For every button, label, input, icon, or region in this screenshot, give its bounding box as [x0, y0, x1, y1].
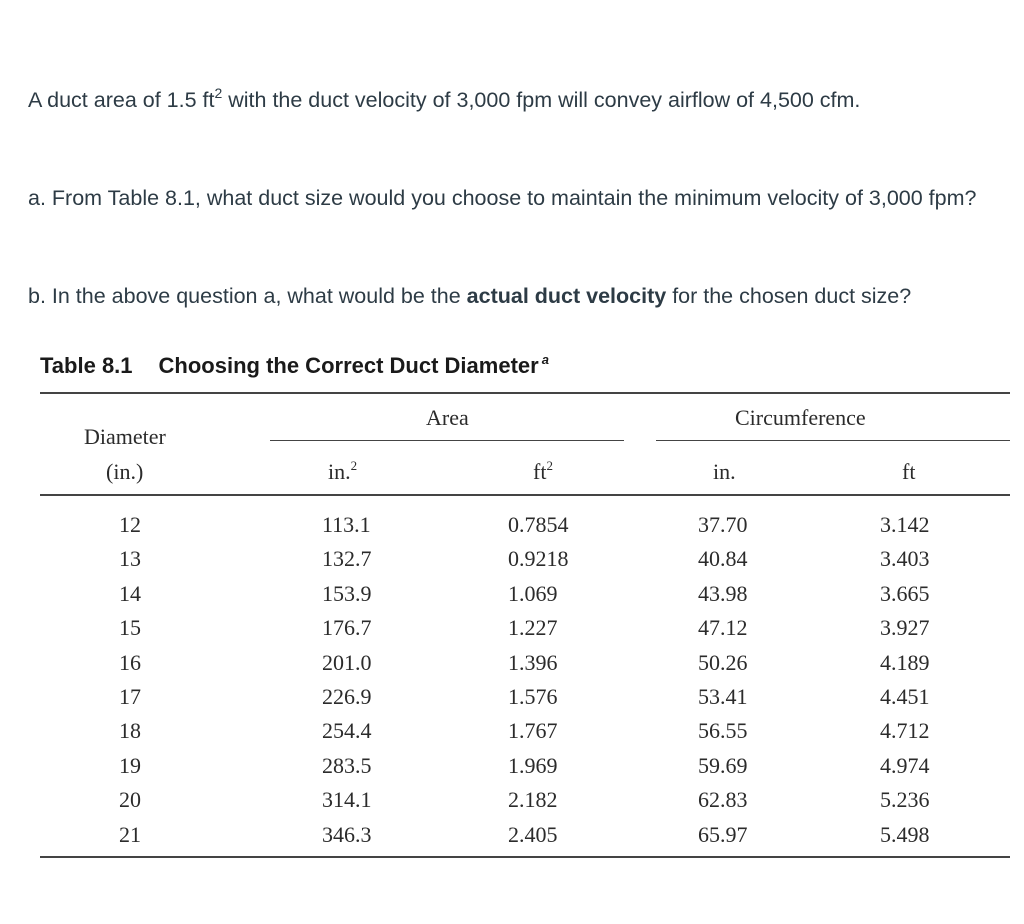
header-area-in2: [328, 458, 357, 486]
table-top-rule: [40, 392, 1010, 394]
table-cell: 56.55: [698, 718, 748, 744]
column-circ-ft: [880, 508, 930, 852]
table-cell: 346.3: [322, 821, 372, 847]
table-cell: 3.927: [880, 615, 930, 641]
header-circ-ft: ft: [902, 459, 916, 484]
table-cell: 18: [119, 718, 141, 744]
header-circ-in: in.: [713, 459, 736, 484]
table-cell: 1.396: [508, 649, 558, 675]
table-cell: 62.83: [698, 787, 748, 813]
table-footnote-mark: a: [541, 352, 549, 367]
table-cell: 3.403: [880, 546, 930, 572]
table-cell: 4.974: [880, 752, 930, 778]
table-cell: 5.236: [880, 787, 930, 813]
column-area-ft2: [508, 508, 569, 852]
table-cell: 19: [119, 752, 141, 778]
table-cell: 283.5: [322, 752, 372, 778]
table-cell: 3.142: [880, 512, 930, 537]
table-cell: 176.7: [322, 615, 372, 641]
question-part-a: a. From Table 8.1, what duct size would you choose to maintain the minimum velocity of 3,000 fpm?: [28, 185, 977, 210]
header-area-in2-base: in.: [328, 459, 351, 484]
table-cell: 5.498: [880, 821, 930, 847]
table-cell: 65.97: [698, 821, 748, 847]
table-cell: 201.0: [322, 649, 372, 675]
table-cell: 20: [119, 787, 141, 813]
table-cell: 3.665: [880, 580, 930, 606]
table-cell: 226.9: [322, 683, 372, 709]
intro-text-before: A duct area of 1.5 ft: [28, 87, 215, 112]
table-caption: [40, 353, 549, 379]
table-cell: 53.41: [698, 683, 748, 709]
table-cell: 47.12: [698, 615, 748, 641]
table-cell: 13: [119, 546, 141, 572]
table-title: Choosing the Correct Duct Diameter: [158, 353, 539, 378]
table-cell: 153.9: [322, 580, 372, 606]
part-b-bold-text: actual duct velocity: [466, 283, 667, 308]
table-cell: 0.9218: [508, 546, 569, 572]
table-bottom-rule: [40, 856, 1010, 858]
table-cell: 15: [119, 615, 141, 641]
table-cell: 254.4: [322, 718, 372, 744]
header-bottom-rule: [40, 494, 1010, 496]
area-header-rule: [270, 440, 624, 441]
header-diameter-unit: (in.): [106, 459, 144, 484]
table-cell: 2.405: [508, 821, 558, 847]
table-cell: 40.84: [698, 546, 748, 572]
table-cell: 1.767: [508, 718, 558, 744]
intro-text-after: with the duct velocity of 3,000 fpm will convey airflow of 4,500 cfm.: [222, 87, 861, 112]
table-cell: 2.182: [508, 787, 558, 813]
question-intro: [28, 81, 1013, 120]
circumference-header-rule: [656, 440, 1010, 441]
table-cell: 37.70: [698, 512, 748, 537]
table-cell: 1.227: [508, 615, 558, 641]
header-area-ft2-base: ft: [533, 459, 547, 484]
table-cell: 132.7: [322, 546, 372, 572]
table-cell: 4.451: [880, 683, 930, 709]
table-cell: 16: [119, 649, 141, 675]
table-cell: 14: [119, 580, 141, 606]
table-cell: 1.969: [508, 752, 558, 778]
column-area-in2: [322, 508, 372, 852]
part-b-text-after: for the chosen duct size?: [666, 283, 912, 308]
table-cell: 17: [119, 683, 141, 709]
table-cell: 12: [119, 512, 141, 537]
table-cell: 4.712: [880, 718, 930, 744]
question-part-b: [28, 277, 1013, 316]
table-cell: 59.69: [698, 752, 748, 778]
header-circumference: Circumference: [735, 405, 866, 430]
table-cell: 1.576: [508, 683, 558, 709]
part-b-text-before: b. In the above question a, what would be the: [28, 283, 467, 308]
header-area-ft2-sup: 2: [546, 458, 553, 473]
intro-superscript: 2: [214, 84, 223, 101]
table-cell: 50.26: [698, 649, 748, 675]
table-cell: 0.7854: [508, 512, 569, 537]
header-diameter: Diameter: [84, 424, 166, 449]
table-cell: 314.1: [322, 787, 372, 813]
table-number: Table 8.1: [40, 353, 133, 378]
table-cell: 4.189: [880, 649, 930, 675]
header-area-in2-sup: 2: [350, 458, 358, 473]
header-area-ft2: [533, 458, 553, 486]
column-circ-in: [698, 508, 748, 852]
table-cell: 1.069: [508, 580, 558, 606]
column-diameter: [119, 508, 141, 852]
table-cell: 21: [119, 821, 141, 847]
table-cell: 113.1: [322, 512, 371, 537]
header-area: Area: [426, 405, 469, 430]
table-cell: 43.98: [698, 580, 748, 606]
